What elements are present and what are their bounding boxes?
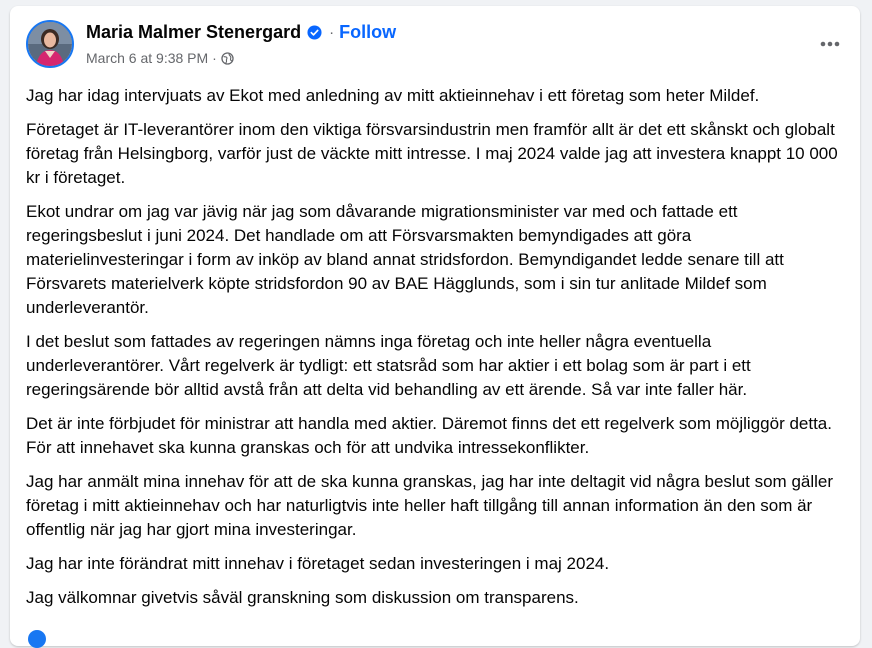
post-paragraph: Det är inte förbjudet för ministrar att handla med aktier. Däremot finns det ett regelverk som möjliggör detta. För att innehavet ska kunna granskas och för att undvika intressekonflikter. bbox=[26, 414, 832, 457]
follow-separator: · bbox=[329, 23, 335, 41]
verified-badge-icon bbox=[307, 25, 322, 40]
post-meta bbox=[86, 49, 234, 67]
post-paragraph: Jag har anmält mina innehav för att de ska kunna granskas, jag har inte deltagit vid några beslut som gäller företag i mitt aktieinnehav och har naturligtvis inte heller haft tillgång till annan information än den som är offentlig när jag har gjort mina investeringar. bbox=[26, 472, 834, 539]
post-card bbox=[10, 6, 860, 646]
post-timestamp[interactable]: March 6 at 9:38 PM bbox=[86, 50, 209, 66]
post-paragraph: Jag välkomnar givetvis såväl granskning som diskussion om transparens. bbox=[26, 588, 579, 607]
post-paragraph: Jag har idag intervjuats av Ekot med anledning av mitt aktieinnehav i ett företag som heter Mildef. bbox=[26, 86, 760, 105]
follow-button[interactable]: Follow bbox=[339, 21, 397, 42]
more-options-icon bbox=[820, 41, 840, 47]
post-paragraph: I det beslut som fattades av regeringen nämns inga företag och inte heller några eventuella underleverantörer. Vårt regelverk är tydligt: ett statsråd som har aktier i ett bolag som är part i ett regeringsärende bör alltid avstå från att delta vid behandling av ett ärende. Så var inte faller här. bbox=[26, 332, 751, 399]
post-text bbox=[26, 84, 848, 620]
post-paragraph: Företaget är IT-leverantörer inom den viktiga försvarsindustrin men framför allt är det ett skånskt och globalt företag från Helsingborg, varför just de väckte mitt intresse. I maj 2024 valde jag att investera knappt 10 000 kr i företaget. bbox=[26, 120, 838, 187]
post-paragraph: Ekot undrar om jag var jävig när jag som dåvarande migrationsminister var med och fattade ett regeringsbeslut i juni 2024. Det handlade om att Försvarsmakten bemyndigades att göra materielinvesteringar i form av inköp av bland annat stridsfordon. Bemyndigandet ledde senare till att Försvarets materielverk köpte stridsfordon 90 av BAE Hägglunds, som i sin tur anlitade Mildef som underleverantör. bbox=[26, 202, 784, 317]
avatar-portrait-icon bbox=[28, 22, 72, 66]
globe-icon[interactable] bbox=[221, 52, 234, 65]
post-paragraph: Jag har inte förändrat mitt innehav i företaget sedan investeringen i maj 2024. bbox=[26, 554, 610, 573]
author-row bbox=[86, 20, 396, 44]
more-options-button[interactable] bbox=[812, 26, 848, 62]
author-name[interactable]: Maria Malmer Stenergard bbox=[86, 21, 302, 42]
author-avatar[interactable] bbox=[26, 20, 74, 68]
meta-separator: · bbox=[212, 50, 217, 66]
